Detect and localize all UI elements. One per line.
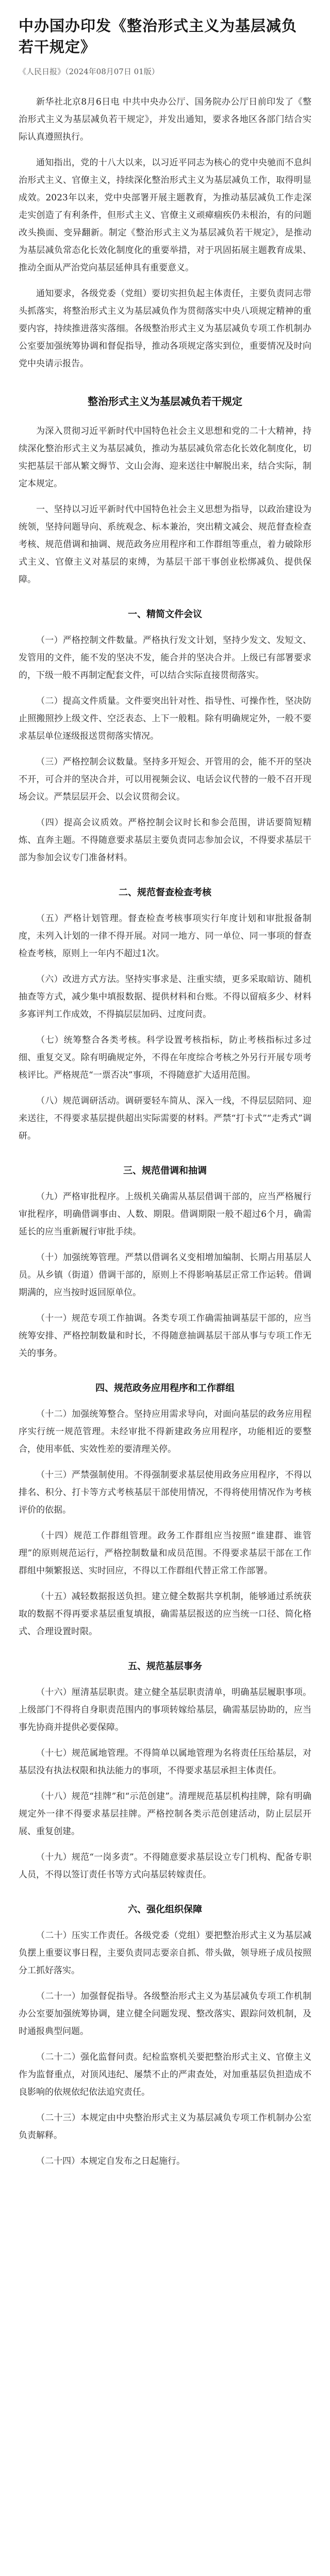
- body-paragraph: （十一）规范专项工作抽调。各类专项工作确需抽调基层干部的，应当统筹安排、严格控制数量和时长，不得随意抽调基层干部从事与专项工作无关的事务。: [19, 1313, 311, 1359]
- section-heading: 五、规范基层事务: [128, 1661, 202, 1672]
- body-paragraph: （二）提高文件质量。文件要突出针对性、指导性、可操作性，坚决防止照搬照抄上级文件、空泛表态、上下一般粗。除有明确规定外，一般不要求基层单位逐级报送贯彻落实情况。: [19, 696, 311, 741]
- body-paragraph: （四）提高会议质效。严格控制会议时长和参会范围，讲话要简短精炼、直奔主题。不得随意要求基层主要负责同志参加会议，不得要求基层干部为参加会议专门准备材料。: [19, 818, 311, 863]
- preamble-paragraph: 一、坚持以习近平新时代中国特色社会主义思想为指导，以政治建设为统领，坚持问题导向、系统观念、标本兼治，突出精文减会、规范督查检查考核、规范借调和抽调、规范政务应用程序和工作群组等重点，着力破除形式主义、官僚主义对基层的束缚，为基层干部干事创业松绑减负、提供保障。: [19, 504, 311, 585]
- section-heading: 四、规范政务应用程序和工作群组: [95, 1383, 235, 1394]
- intro-paragraph: 通知指出，党的十八大以来，以习近平同志为核心的党中央驰而不息纠治形式主义、官僚主义，持续深化整治形式主义为基层减负工作，取得明显成效。2023年以来，党中央部署开展主题教育，为推动基层减负工作走深走实创造了有利条件，但形式主义、官僚主义顽瘴痼疾仍未根治，有的问题改头换面、变异翻新。制定《整治形式主义为基层减负若干规定》，是推动为基层减负常态化长效化制度化的重要举措，对于巩固拓展主题教育成果、推动全面从严治党向基层延伸具有重要意义。: [19, 158, 311, 273]
- body-paragraph: （六）改进方式方法。坚持实事求是、注重实绩，更多采取暗访、随机抽查等方式，减少集中填报数据、提供材料和台账。不得以留痕多少、材料多寡评判工作成效，不得搞层层加码、过度问责。: [19, 974, 311, 1020]
- body-paragraph: （三）严格控制会议数量。坚持多开短会、开管用的会，能不开的坚决不开，可合并的坚决合并，可以用视频会议、电话会议代替的一般不召开现场会议。严禁层层开会、以会议贯彻会议。: [19, 757, 311, 802]
- section-heading: 三、规范借调和抽调: [123, 1165, 207, 1176]
- source-date-line: 《人民日报》（2024年08月07日 01版）: [19, 67, 159, 76]
- body-paragraph: （十）加强统筹管理。严禁以借调名义变相增加编制、长期占用基层人员。从乡镇（街道）借调干部的，原则上不得影响基层正常工作运转。借调期满的，应当按时返回原单位。: [19, 1252, 311, 1298]
- intro-block: [19, 93, 311, 372]
- document-body: [19, 607, 311, 2170]
- page-title: 中办国办印发《整治形式主义为基层减负若干规定》: [19, 17, 298, 56]
- body-paragraph: （十三）严禁强制使用。不得强制要求基层使用政务应用程序，不得以排名、积分、打卡等方式考核基层干部使用情况，不得将使用情况作为考核评价的依据。: [19, 1470, 311, 1515]
- body-paragraph: （十九）规范“一岗多责”。不得随意要求基层设立专门机构、配备专职人员，不得以签订责任书等方式向基层转嫁责任。: [19, 1852, 311, 1880]
- body-paragraph: （七）统筹整合各类考核。科学设置考核指标，防止考核指标过多过细、重复交叉。除有明确规定外，不得在年度综合考核之外另行开展专项考核评比。严格规范“一票否决”事项，不得随意扩大适用范围。: [19, 1035, 311, 1080]
- body-paragraph: （二十）压实工作责任。各级党委（党组）要把整治形式主义为基层减负摆上重要议事日程，主要负责同志要亲自抓、带头做，领导班子成员按照分工抓好落实。: [19, 1930, 311, 1976]
- document-preamble: [19, 422, 311, 588]
- body-paragraph: （八）规范调研活动。调研要轻车简从、深入一线，不得层层陪同、迎来送往，不得要求基层提供超出实际需要的材料。严禁“打卡式”“走秀式”调研。: [19, 1096, 311, 1141]
- intro-paragraph: 通知要求，各级党委（党组）要切实担负起主体责任，主要负责同志带头抓落实，将整治形式主义为基层减负作为贯彻落实中央八项规定精神的重要内容，持续推进落实落细。各级整治形式主义为基层减负专项工作机制办公室要加强统筹协调和督促指导，推动各项规定落实到位，重要情况及时向党中央请示报告。: [19, 289, 311, 369]
- body-paragraph: （十七）规范属地管理。不得简单以属地管理为名将责任压给基层，对基层没有执法权限和执法能力的事项，不得要求基层承担主体责任。: [19, 1748, 311, 1776]
- intro-paragraph: 新华社北京8月6日电 中共中央办公厅、国务院办公厅日前印发了《整治形式主义为基层减负若干规定》，并发出通知，要求各地区各部门结合实际认真遵照执行。: [19, 97, 311, 142]
- body-paragraph: （十六）厘清基层职责。建立健全基层职责清单，明确基层履职事项。上级部门不得将自身职责范围内的事项转嫁给基层，确需基层协助的，应当事先协商并提供必要保障。: [19, 1687, 311, 1733]
- body-paragraph: （十八）规范“挂牌”和“示范创建”。清理规范基层机构挂牌，除有明确规定外一律不得要求基层挂牌。严格控制各类示范创建活动，防止层层开展、重复创建。: [19, 1791, 311, 1837]
- body-paragraph: （十四）规范工作群组管理。政务工作群组应当按照“谁建群、谁管理”的原则规范运行，严格控制数量和成员范围。不得要求基层干部在工作群组中频繁报送、实时回应，不得以工作群组代替正常工作部署。: [19, 1531, 311, 1576]
- section-heading: 二、规范督查检查考核: [119, 887, 211, 898]
- body-paragraph: （五）严格计划管理。督查检查考核事项实行年度计划和审批报备制度，未列入计划的一律不得开展。对同一地方、同一单位、同一事项的督查检查考核，原则上一年内不超过1次。: [19, 913, 311, 959]
- section-heading: 六、强化组织保障: [128, 1904, 202, 1915]
- preamble-paragraph: 为深入贯彻习近平新时代中国特色社会主义思想和党的二十大精神，持续深化整治形式主义为基层减负，推动为基层减负常态化长效化制度化，切实把基层干部从繁文缛节、文山会海、迎来送往中解脱出来，结合实际，制定本规定。: [19, 426, 311, 489]
- body-paragraph: （二十二）强化监督问责。纪检监察机关要把整治形式主义、官僚主义作为监督重点，对顶风违纪、屡禁不止的严肃查处，对加重基层负担造成不良影响的依规依纪依法追究责任。: [19, 2052, 311, 2097]
- section-heading: 一、精简文件会议: [128, 609, 202, 620]
- body-paragraph: （十二）加强统筹整合。坚持应用需求导向，对面向基层的政务应用程序实行统一规范管理。未经审批不得新建政务应用程序，功能相近的要整合，使用率低、实效性差的要清理关停。: [19, 1409, 311, 1454]
- document-title: 整治形式主义为基层减负若干规定: [88, 395, 242, 408]
- body-paragraph: （九）严格审批程序。上级机关确需从基层借调干部的，应当严格履行审批程序，明确借调事由、人数、期限。借调期限一般不超过6个月，确需延长的应当重新履行审批手续。: [19, 1192, 311, 1237]
- body-paragraph: （十五）减轻数据报送负担。建立健全数据共享机制，能够通过系统获取的数据不得再要求基层重复填报，确需基层报送的应当统一口径、简化格式、合理设置时限。: [19, 1591, 311, 1637]
- body-paragraph: （二十一）加强督促指导。各级整治形式主义为基层减负专项工作机制办公室要加强统筹协调，建立健全问题发现、整改落实、跟踪问效机制，及时通报典型问题。: [19, 1991, 311, 2037]
- body-paragraph: （一）严格控制文件数量。严格执行发文计划，坚持少发文、发短文、发管用的文件，能不发的坚决不发，能合并的坚决合并。上级已有部署要求的，下级一般不再制定配套文件，可以结合实际直接贯彻落实。: [19, 635, 311, 681]
- body-paragraph: （二十四）本规定自发布之日起施行。: [36, 2156, 185, 2166]
- body-paragraph: （二十三）本规定由中央整治形式主义为基层减负专项工作机制办公室负责解释。: [19, 2113, 311, 2141]
